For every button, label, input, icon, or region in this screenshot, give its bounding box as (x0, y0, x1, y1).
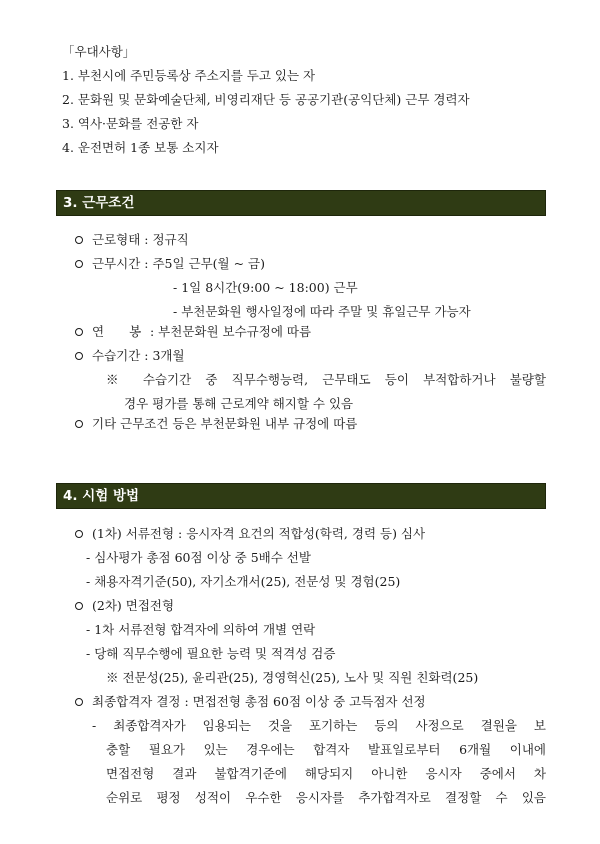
work-hours-detail-1: - 1일 8시간(9:00 ~ 18:00) 근무 (173, 280, 358, 295)
probation-note-2: 경우 평가를 통해 근로계약 해지할 수 있음 (124, 396, 354, 411)
work-hours-detail-2: - 부천문화원 행사일정에 따라 주말 및 휴일근무 가능자 (173, 304, 471, 319)
bullet-circle-icon (75, 236, 83, 244)
section-4-header (56, 483, 546, 509)
work-hours: 근무시간 : 주5일 근무(월 ~ 금) (92, 256, 266, 271)
probation: 수습기간 : 3개월 (92, 348, 185, 363)
final-note-4: 순위로 평정 성적이 우수한 응시자를 추가합격자로 결정할 수 있음 (106, 790, 546, 805)
section-3-title: 3. 근무조건 (63, 195, 135, 211)
preference-item-1: 1. 부천시에 주민등록상 주소지를 두고 있는 자 (62, 68, 316, 83)
preference-item-4: 4. 운전면허 1종 보통 소지자 (62, 140, 219, 155)
section-4-title: 4. 시험 방법 (63, 488, 140, 504)
second-stage: (2차) 면접전형 (92, 598, 175, 613)
final-note-3: 면접전형 결과 불합격기준에 해당되지 아니한 응시자 중에서 차 (106, 766, 546, 781)
second-stage-detail-1: - 1차 서류전형 합격자에 의하여 개별 연락 (86, 622, 316, 637)
probation-note-1: ※ 수습기간 중 직무수행능력, 근무태도 등이 부적합하거나 불량할 (106, 372, 546, 387)
other-conditions: 기타 근무조건 등은 부천문화원 내부 규정에 따름 (92, 416, 358, 431)
second-stage-detail-2: - 당해 직무수행에 필요한 능력 및 적격성 검증 (86, 646, 336, 661)
bullet-circle-icon (75, 698, 83, 706)
bullet-circle-icon (75, 352, 83, 360)
preference-title: 「우대사항」 (62, 44, 136, 59)
salary-label: 연 봉 (92, 324, 142, 339)
bullet-circle-icon (75, 328, 83, 336)
final-note-1: - 최종합격자가 임용되는 것을 포기하는 등의 사정으로 결원을 보 (92, 718, 546, 733)
first-stage-detail-2: - 채용자격기준(50), 자기소개서(25), 전문성 및 경험(25) (86, 574, 401, 589)
bullet-circle-icon (75, 420, 83, 428)
employment-type: 근로형태 : 정규직 (92, 232, 189, 247)
bullet-circle-icon (75, 530, 83, 538)
preference-item-2: 2. 문화원 및 문화예술단체, 비영리재단 등 공공기관(공익단체) 근무 경력자 (62, 92, 470, 107)
final-note-2: 충할 필요가 있는 경우에는 합격자 발표일로부터 6개월 이내에 (106, 742, 546, 757)
final-decision: 최종합격자 결정 : 면접전형 총점 60점 이상 중 고득점자 선정 (92, 694, 426, 709)
first-stage-detail-1: - 심사평가 총점 60점 이상 중 5배수 선발 (86, 550, 311, 565)
first-stage: (1차) 서류전형 : 응시자격 요건의 적합성(학력, 경력 등) 심사 (92, 526, 426, 541)
section-3-header (56, 190, 546, 216)
salary-value: : 부천문화원 보수규정에 따름 (150, 324, 312, 339)
preference-item-3: 3. 역사·문화를 전공한 자 (62, 116, 199, 131)
bullet-circle-icon (75, 602, 83, 610)
bullet-circle-icon (75, 260, 83, 268)
second-stage-detail-3: ※ 전문성(25), 윤리관(25), 경영혁신(25), 노사 및 직원 친화력(25) (106, 670, 479, 685)
